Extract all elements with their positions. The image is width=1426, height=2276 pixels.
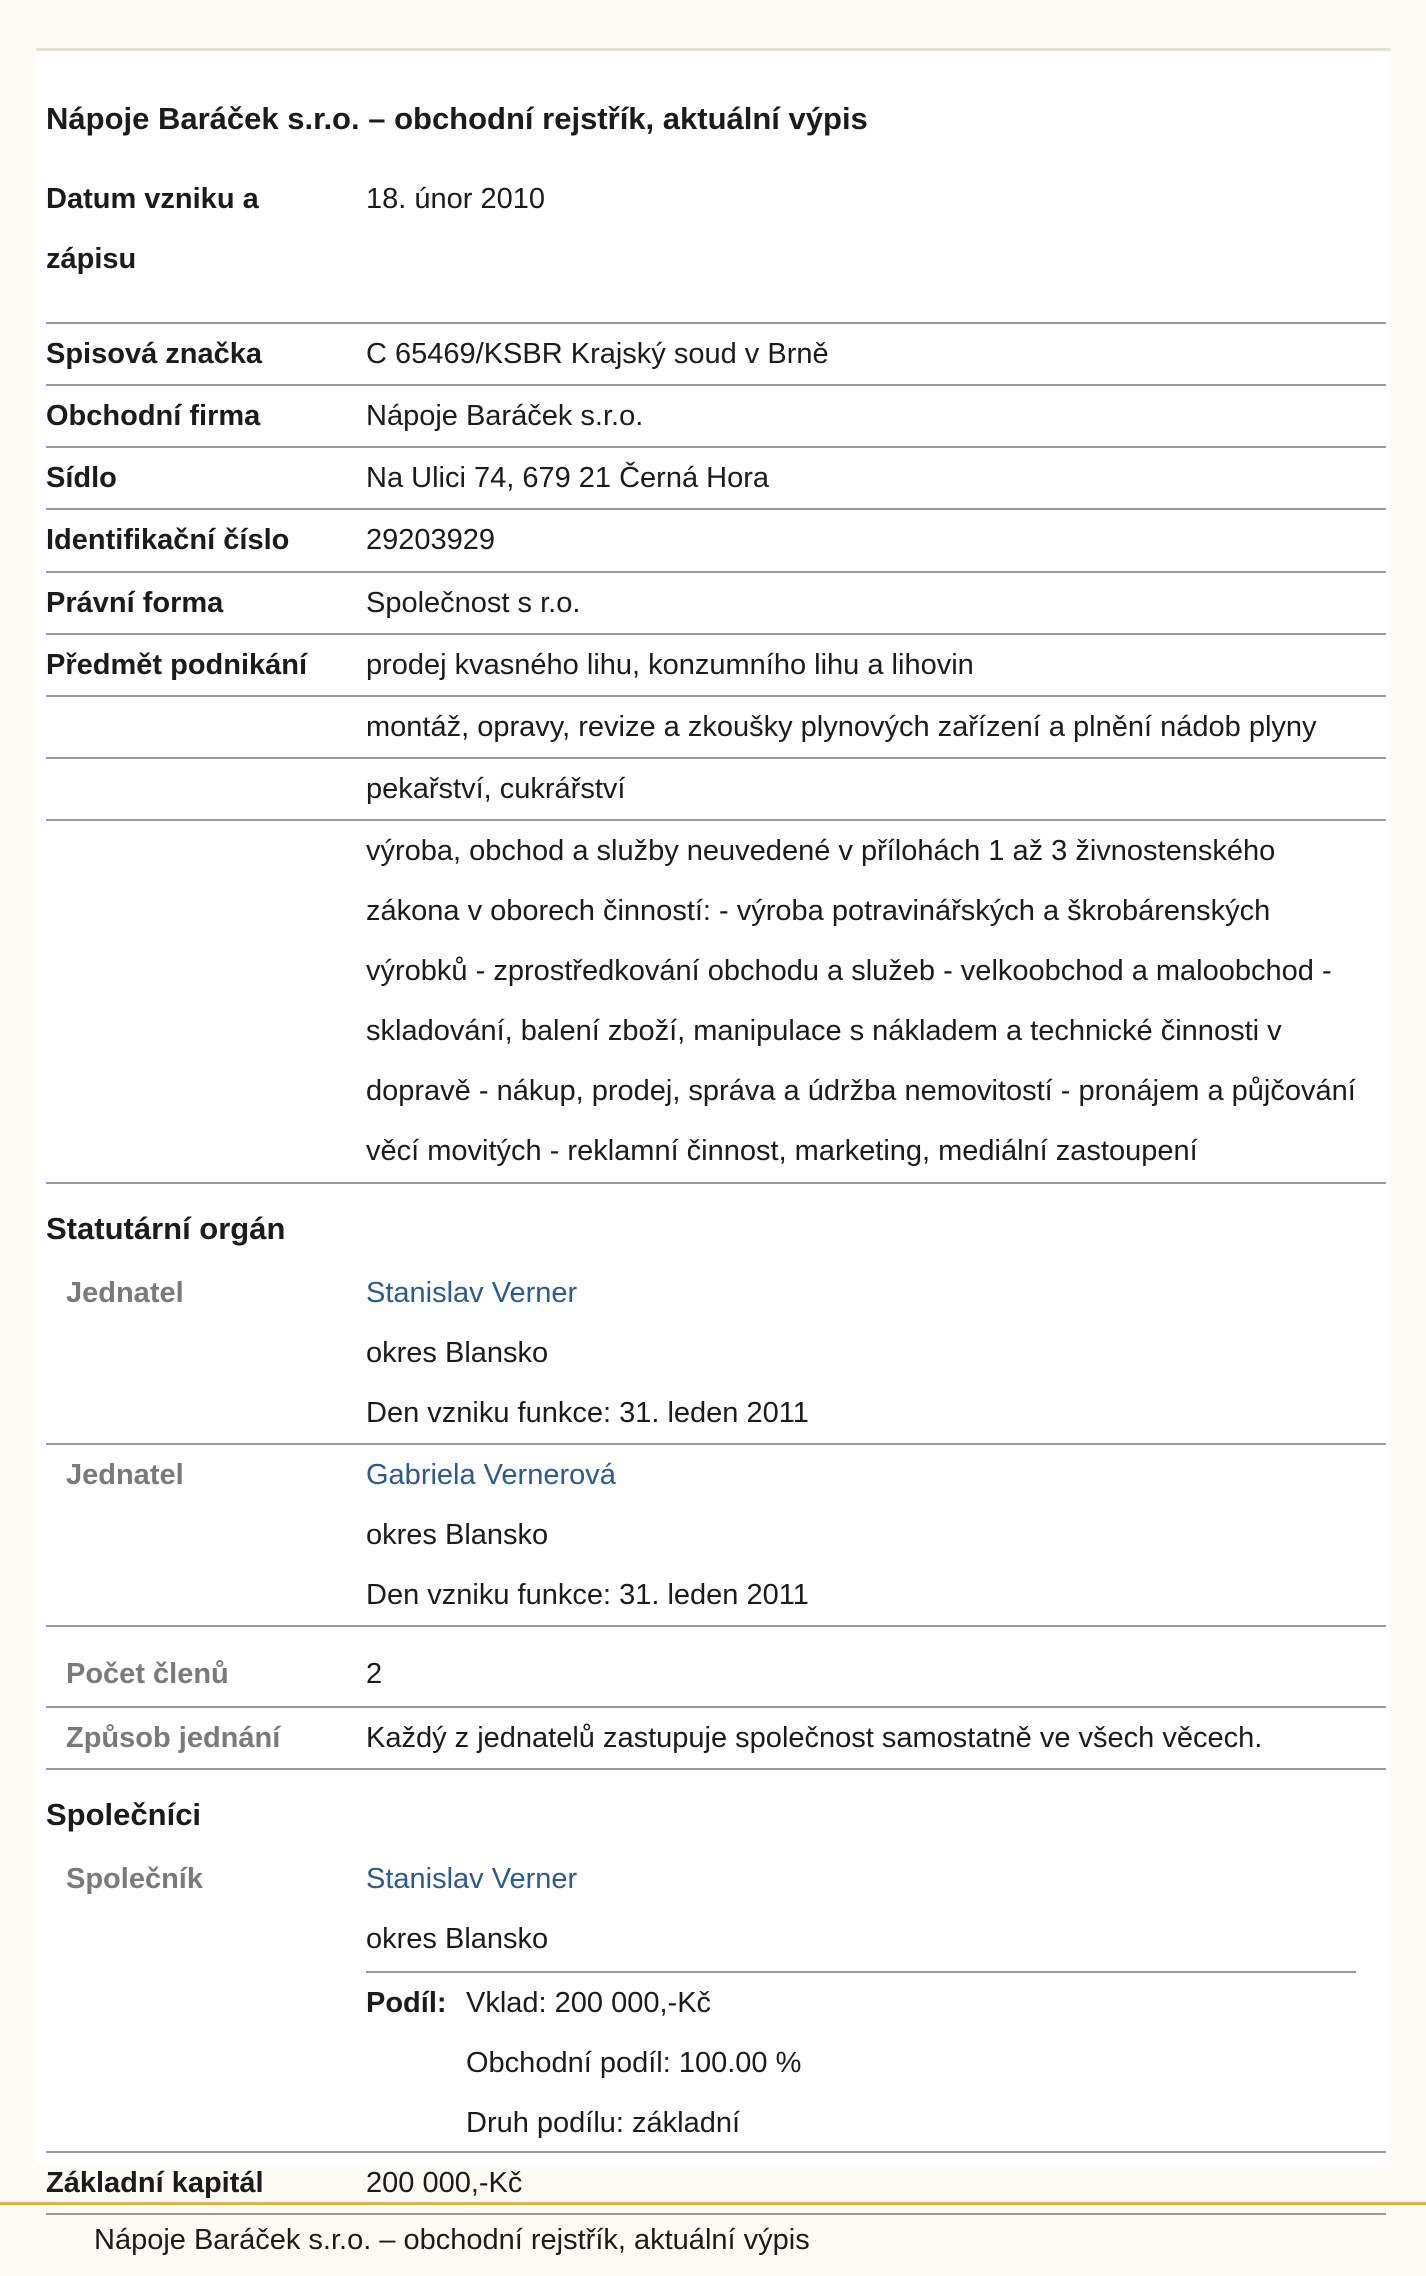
firma-value: Nápoje Baráček s.r.o. xyxy=(366,400,644,432)
member-since: Den vzniku funkce: 31. leden 2011 xyxy=(366,1397,809,1429)
predmet-label: Předmět podnikání xyxy=(46,649,308,681)
row-predmet-2 xyxy=(46,697,1386,759)
row-sidlo xyxy=(46,448,1386,510)
page-title: Nápoje Baráček s.r.o. – obchodní rejstřík, aktuální výpis xyxy=(46,101,868,136)
member-since: Den vzniku funkce: 31. leden 2011 xyxy=(366,1579,809,1611)
spolecnici-heading: Společníci xyxy=(46,1797,202,1832)
member-row xyxy=(46,1445,1386,1627)
row-identifikacni-cislo xyxy=(46,510,1386,573)
member-district: okres Blansko xyxy=(366,1519,549,1551)
sidlo-value: Na Ulici 74, 679 21 Černá Hora xyxy=(366,462,769,494)
member-name-link[interactable]: Gabriela Vernerová xyxy=(366,1459,616,1491)
forma-value: Společnost s r.o. xyxy=(366,587,581,619)
podil-vklad: Vklad: 200 000,-Kč xyxy=(466,1987,712,2019)
sidlo-label: Sídlo xyxy=(46,462,117,494)
row-obchodni-firma xyxy=(46,386,1386,448)
partner-district: okres Blansko xyxy=(366,1923,549,1955)
predmet-item: výroba, obchod a služby neuvedené v přílohách 1 až 3 živnostenského zákona v oborech činností: - výroba potravinářských a škrobárenských výrobků - zprostředkování obchodu a služeb - velkoobchod a maloobchod - skladování, balení zboží, manipulace s nákladem a technické činnosti v dopravě - nákup, prodej, správa a údržba nemovitostí - pronájem a půjčování věcí movitých - reklamní činnost, marketing, mediální zastoupení xyxy=(366,835,1356,1167)
member-name-link[interactable]: Stanislav Verner xyxy=(366,1277,578,1309)
zpusob-label: Způsob jednání xyxy=(66,1722,281,1754)
register-card xyxy=(36,48,1390,2199)
row-datum-vzniku xyxy=(46,169,1386,324)
row-pocet-clenu xyxy=(46,1644,1386,1708)
row-zakladni-kapital xyxy=(46,2153,1386,2215)
partner-role: Společník xyxy=(66,1863,203,1895)
forma-label: Právní forma xyxy=(46,587,224,619)
podil-druh: Druh podílu: základní xyxy=(466,2107,741,2139)
podil-label: Podíl: xyxy=(366,1987,447,2019)
predmet-item: pekařství, cukrářství xyxy=(366,773,626,805)
datum-value: 18. únor 2010 xyxy=(366,183,545,215)
zpusob-value: Každý z jednatelů zastupuje společnost samostatně ve všech věcech. xyxy=(366,1722,1263,1754)
row-zpusob-jednani xyxy=(46,1708,1386,1770)
ico-value: 29203929 xyxy=(366,524,496,556)
pocet-label: Počet členů xyxy=(66,1658,229,1690)
footer-text: Nápoje Baráček s.r.o. – obchodní rejstřík, aktuální výpis xyxy=(94,2224,810,2256)
firma-label: Obchodní firma xyxy=(46,400,261,432)
member-role: Jednatel xyxy=(66,1277,184,1309)
member-row xyxy=(46,1263,1386,1445)
row-predmet-1 xyxy=(46,635,1386,697)
member-district: okres Blansko xyxy=(366,1337,549,1369)
predmet-item: montáž, opravy, revize a zkoušky plynových zařízení a plnění nádob plyny xyxy=(366,711,1317,743)
row-predmet-4 xyxy=(46,821,1386,1184)
predmet-item: prodej kvasného lihu, konzumního lihu a lihovin xyxy=(366,649,974,681)
datum-label: Datum vzniku a zápisu xyxy=(46,183,259,275)
ico-label: Identifikační číslo xyxy=(46,524,290,556)
row-predmet-3 xyxy=(46,759,1386,821)
member-role: Jednatel xyxy=(66,1459,184,1491)
row-pravni-forma xyxy=(46,573,1386,635)
spisova-value: C 65469/KSBR Krajský soud v Brně xyxy=(366,338,829,370)
kapital-value: 200 000,-Kč xyxy=(366,2167,523,2199)
kapital-label: Základní kapitál xyxy=(46,2167,264,2199)
pocet-value: 2 xyxy=(366,1658,383,1690)
statutarni-heading: Statutární orgán xyxy=(46,1211,286,1246)
spisova-label: Spisová značka xyxy=(46,338,262,370)
podil-obchodni: Obchodní podíl: 100.00 % xyxy=(466,2047,802,2079)
row-spisova-znacka xyxy=(46,324,1386,386)
footer-divider xyxy=(0,2202,1426,2205)
partner-name-link[interactable]: Stanislav Verner xyxy=(366,1863,578,1895)
partner-row xyxy=(46,1849,1386,2153)
